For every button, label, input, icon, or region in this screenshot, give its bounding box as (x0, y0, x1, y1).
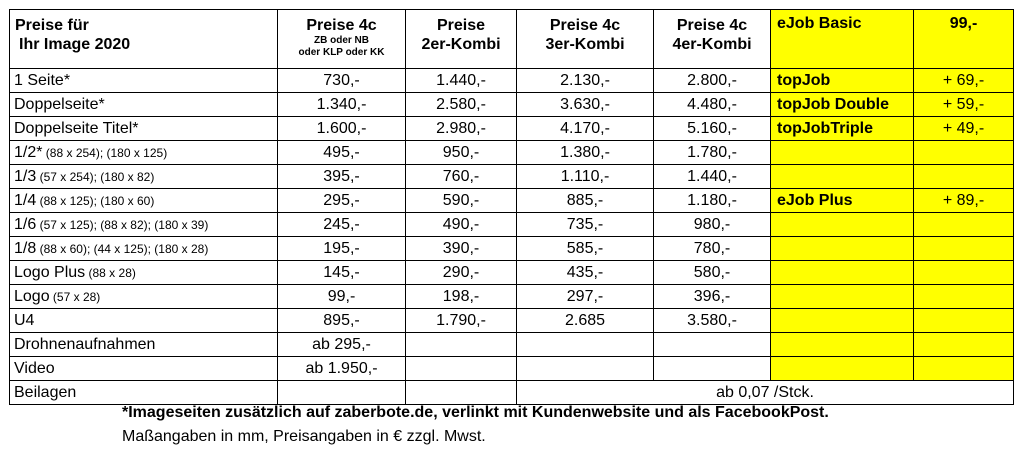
price-4c: 195,- (278, 237, 406, 261)
ejob-option-label: eJob Plus (771, 189, 914, 213)
price-4c: 295,- (278, 189, 406, 213)
row-label: Video (10, 357, 278, 381)
table-row (10, 141, 1014, 165)
table-row (10, 189, 1014, 213)
price-2er: 198,- (406, 285, 517, 309)
table-row (10, 285, 1014, 309)
ejob-option-price (914, 213, 1014, 237)
beilagen-price: ab 0,07 /Stck. (517, 381, 1014, 405)
price-4er: 5.160,- (654, 117, 771, 141)
ejob-option-label (771, 237, 914, 261)
price-4c: 895,- (278, 309, 406, 333)
header-row (10, 10, 1014, 69)
table-row (10, 333, 1014, 357)
price-3er: 885,- (517, 189, 654, 213)
empty-cell (278, 381, 406, 405)
row-label: Drohnenaufnahmen (10, 333, 278, 357)
ejob-basic-price: 99,- (914, 10, 1014, 69)
row-size: (88 x 254); (180 x 125) (42, 145, 168, 160)
price-4er: 580,- (654, 261, 771, 285)
row-size: (57 x 125); (88 x 82); (180 x 39) (36, 217, 209, 232)
table-row (10, 93, 1014, 117)
price-4c: 495,- (278, 141, 406, 165)
ejob-option-price: + 69,- (914, 69, 1014, 93)
col-header-2er-kombi: Preise 2er-Kombi (406, 10, 517, 69)
price-2er: 290,- (406, 261, 517, 285)
price-2er: 1.440,- (406, 69, 517, 93)
price-3er (517, 357, 654, 381)
ejob-option-label (771, 333, 914, 357)
price-3er: 1.110,- (517, 165, 654, 189)
row-label: Doppelseite* (10, 93, 278, 117)
row-label: 1/6 (57 x 125); (88 x 82); (180 x 39) (10, 213, 278, 237)
price-4c: 145,- (278, 261, 406, 285)
price-4er: 3.580,- (654, 309, 771, 333)
col-header-3er-kombi: Preise 4c 3er-Kombi (517, 10, 654, 69)
price-2er (406, 357, 517, 381)
ejob-option-label (771, 357, 914, 381)
footnote: *Imageseiten zusätzlich auf zaberbote.de, verlinkt mit Kundenwebsite und als FacebookPost. (122, 404, 829, 421)
ejob-option-label (771, 261, 914, 285)
price-4er: 1.440,- (654, 165, 771, 189)
price-4c: 730,- (278, 69, 406, 93)
footnote-units: Maßangaben in mm, Preisangaben in € zzgl. Mwst. (122, 428, 486, 445)
table-title: Preise für Ihr Image 2020 (10, 10, 278, 69)
row-size: (88 x 60); (44 x 125); (180 x 28) (36, 241, 209, 256)
price-3er: 2.130,- (517, 69, 654, 93)
ejob-option-price (914, 333, 1014, 357)
col-header-4er-kombi: Preise 4c 4er-Kombi (654, 10, 771, 69)
price-4c: 245,- (278, 213, 406, 237)
beilagen-label: Beilagen (10, 381, 278, 405)
price-4c: 99,- (278, 285, 406, 309)
price-3er: 4.170,- (517, 117, 654, 141)
row-size: (88 x 125); (180 x 60) (36, 193, 155, 208)
ejob-option-label (771, 285, 914, 309)
price-3er: 735,- (517, 213, 654, 237)
row-size: (57 x 254); (180 x 82) (36, 169, 155, 184)
price-4er: 1.180,- (654, 189, 771, 213)
ejob-basic-label: eJob Basic (771, 10, 914, 69)
ejob-option-price (914, 285, 1014, 309)
row-label: 1/2* (88 x 254); (180 x 125) (10, 141, 278, 165)
price-4c: 395,- (278, 165, 406, 189)
table-row (10, 213, 1014, 237)
price-4er: 2.800,- (654, 69, 771, 93)
table-row (10, 261, 1014, 285)
row-label: U4 (10, 309, 278, 333)
table-row (10, 117, 1014, 141)
price-3er: 585,- (517, 237, 654, 261)
ejob-option-label (771, 309, 914, 333)
price-2er (406, 333, 517, 357)
price-4c: 1.600,- (278, 117, 406, 141)
table-row (10, 69, 1014, 93)
row-label: 1 Seite* (10, 69, 278, 93)
ejob-option-price: + 59,- (914, 93, 1014, 117)
price-4er: 4.480,- (654, 93, 771, 117)
price-3er (517, 333, 654, 357)
price-3er: 3.630,- (517, 93, 654, 117)
empty-cell (406, 381, 517, 405)
row-size: (88 x 28) (85, 265, 136, 280)
price-4er: 396,- (654, 285, 771, 309)
price-2er: 390,- (406, 237, 517, 261)
ejob-option-label: topJob (771, 69, 914, 93)
ejob-option-price (914, 309, 1014, 333)
ejob-option-label (771, 213, 914, 237)
price-3er: 435,- (517, 261, 654, 285)
ejob-option-price (914, 141, 1014, 165)
table-row (10, 165, 1014, 189)
price-table (9, 9, 1014, 405)
ejob-option-price (914, 357, 1014, 381)
price-3er: 2.685 (517, 309, 654, 333)
beilagen-row (10, 381, 1014, 405)
price-2er: 760,- (406, 165, 517, 189)
price-3er: 297,- (517, 285, 654, 309)
price-2er: 1.790,- (406, 309, 517, 333)
ejob-option-label: topJob Double (771, 93, 914, 117)
ejob-option-label: topJobTriple (771, 117, 914, 141)
price-2er: 950,- (406, 141, 517, 165)
price-4er: 780,- (654, 237, 771, 261)
ejob-option-label (771, 165, 914, 189)
price-4c: 1.340,- (278, 93, 406, 117)
row-label: 1/3 (57 x 254); (180 x 82) (10, 165, 278, 189)
col-header-preise-4c: Preise 4c ZB oder NB oder KLP oder KK (278, 10, 406, 69)
price-4er (654, 357, 771, 381)
row-label: Doppelseite Titel* (10, 117, 278, 141)
price-4er (654, 333, 771, 357)
ejob-option-price: + 49,- (914, 117, 1014, 141)
price-3er: 1.380,- (517, 141, 654, 165)
row-label: Logo (57 x 28) (10, 285, 278, 309)
price-4er: 1.780,- (654, 141, 771, 165)
ejob-option-price: + 89,- (914, 189, 1014, 213)
price-2er: 2.980,- (406, 117, 517, 141)
price-4er: 980,- (654, 213, 771, 237)
table-row (10, 357, 1014, 381)
price-2er: 590,- (406, 189, 517, 213)
table-row (10, 237, 1014, 261)
row-label: 1/8 (88 x 60); (44 x 125); (180 x 28) (10, 237, 278, 261)
ejob-option-price (914, 165, 1014, 189)
ejob-option-label (771, 141, 914, 165)
ejob-option-price (914, 237, 1014, 261)
price-2er: 2.580,- (406, 93, 517, 117)
ejob-option-price (914, 261, 1014, 285)
table-row (10, 309, 1014, 333)
row-label: Logo Plus (88 x 28) (10, 261, 278, 285)
row-size: (57 x 28) (49, 289, 101, 304)
price-2er: 490,- (406, 213, 517, 237)
price-4c: ab 295,- (278, 333, 406, 357)
row-label: 1/4 (88 x 125); (180 x 60) (10, 189, 278, 213)
price-4c: ab 1.950,- (278, 357, 406, 381)
